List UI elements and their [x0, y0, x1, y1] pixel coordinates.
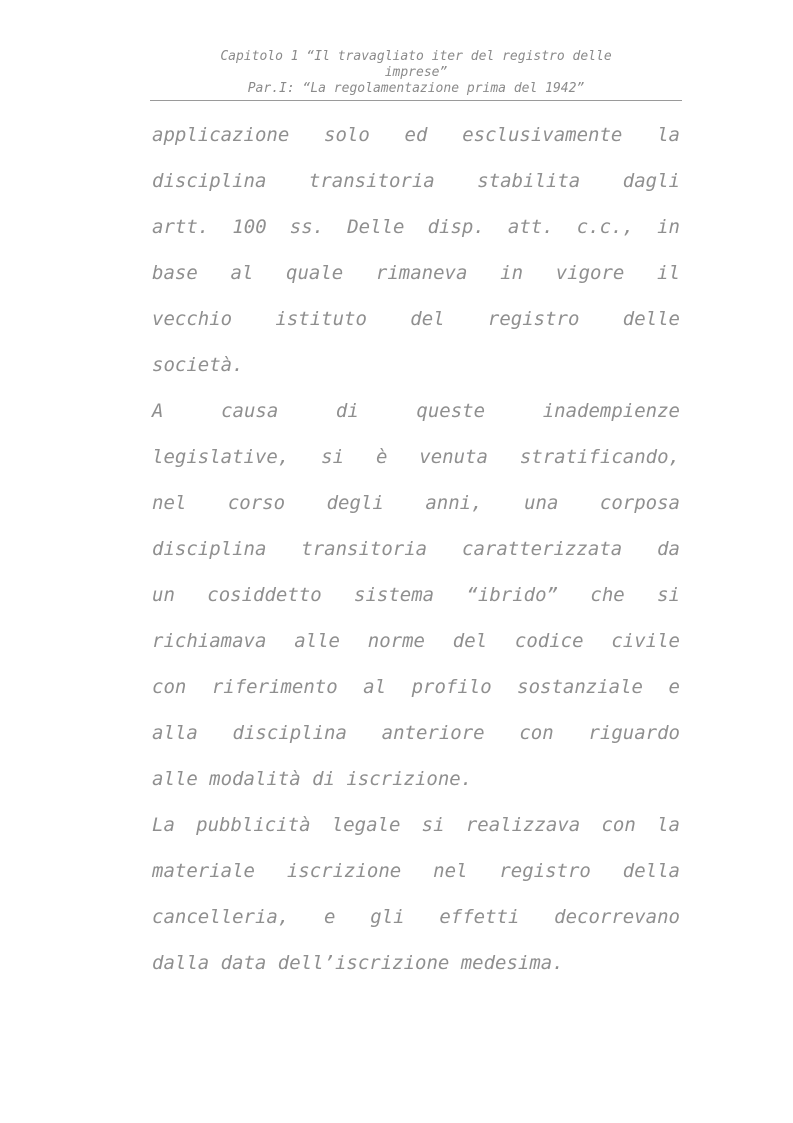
text-line: artt. 100 ss. Delle disp. att. c.c., in: [152, 216, 680, 238]
text-line: nel corso degli anni, una corposa: [152, 492, 680, 514]
text-line: con riferimento al profilo sostanziale e: [152, 676, 680, 698]
text-line: base al quale rimaneva in vigore il: [152, 262, 680, 284]
header-chapter-title: Capitolo 1 “Il travagliato iter del registro delle: [220, 49, 612, 64]
text-line: A causa di queste inadempienze: [152, 400, 680, 422]
text-line: società.: [152, 354, 244, 376]
text-line: legislative, si è venuta stratificando,: [152, 446, 680, 468]
running-header: [150, 49, 682, 97]
text-line: cancelleria, e gli effetti decorrevano: [152, 906, 680, 928]
text-line: un cosiddetto sistema “ibrido” che si: [152, 584, 680, 606]
header-divider: [150, 100, 682, 101]
text-line: alla disciplina anteriore con riguardo: [152, 722, 680, 744]
header-chapter-title-continued: imprese”: [384, 65, 448, 80]
text-line: vecchio istituto del registro delle: [152, 308, 680, 330]
paragraph-1: [152, 112, 680, 388]
text-line: La pubblicità legale si realizzava con la: [152, 814, 680, 836]
header-section-title: Par.I: “La regolamentazione prima del 1942”: [247, 81, 585, 96]
text-line: richiamava alle norme del codice civile: [152, 630, 680, 652]
text-line: dalla data dell’iscrizione medesima.: [152, 952, 564, 974]
text-line: disciplina transitoria stabilita dagli: [152, 170, 680, 192]
text-line: disciplina transitoria caratterizzata da: [152, 538, 680, 560]
body-text: [152, 112, 680, 986]
text-line: alle modalità di iscrizione.: [152, 768, 473, 790]
text-line: materiale iscrizione nel registro della: [152, 860, 680, 882]
paragraph-3: [152, 802, 680, 986]
text-line: applicazione solo ed esclusivamente la: [152, 124, 680, 146]
paragraph-2: [152, 388, 680, 802]
